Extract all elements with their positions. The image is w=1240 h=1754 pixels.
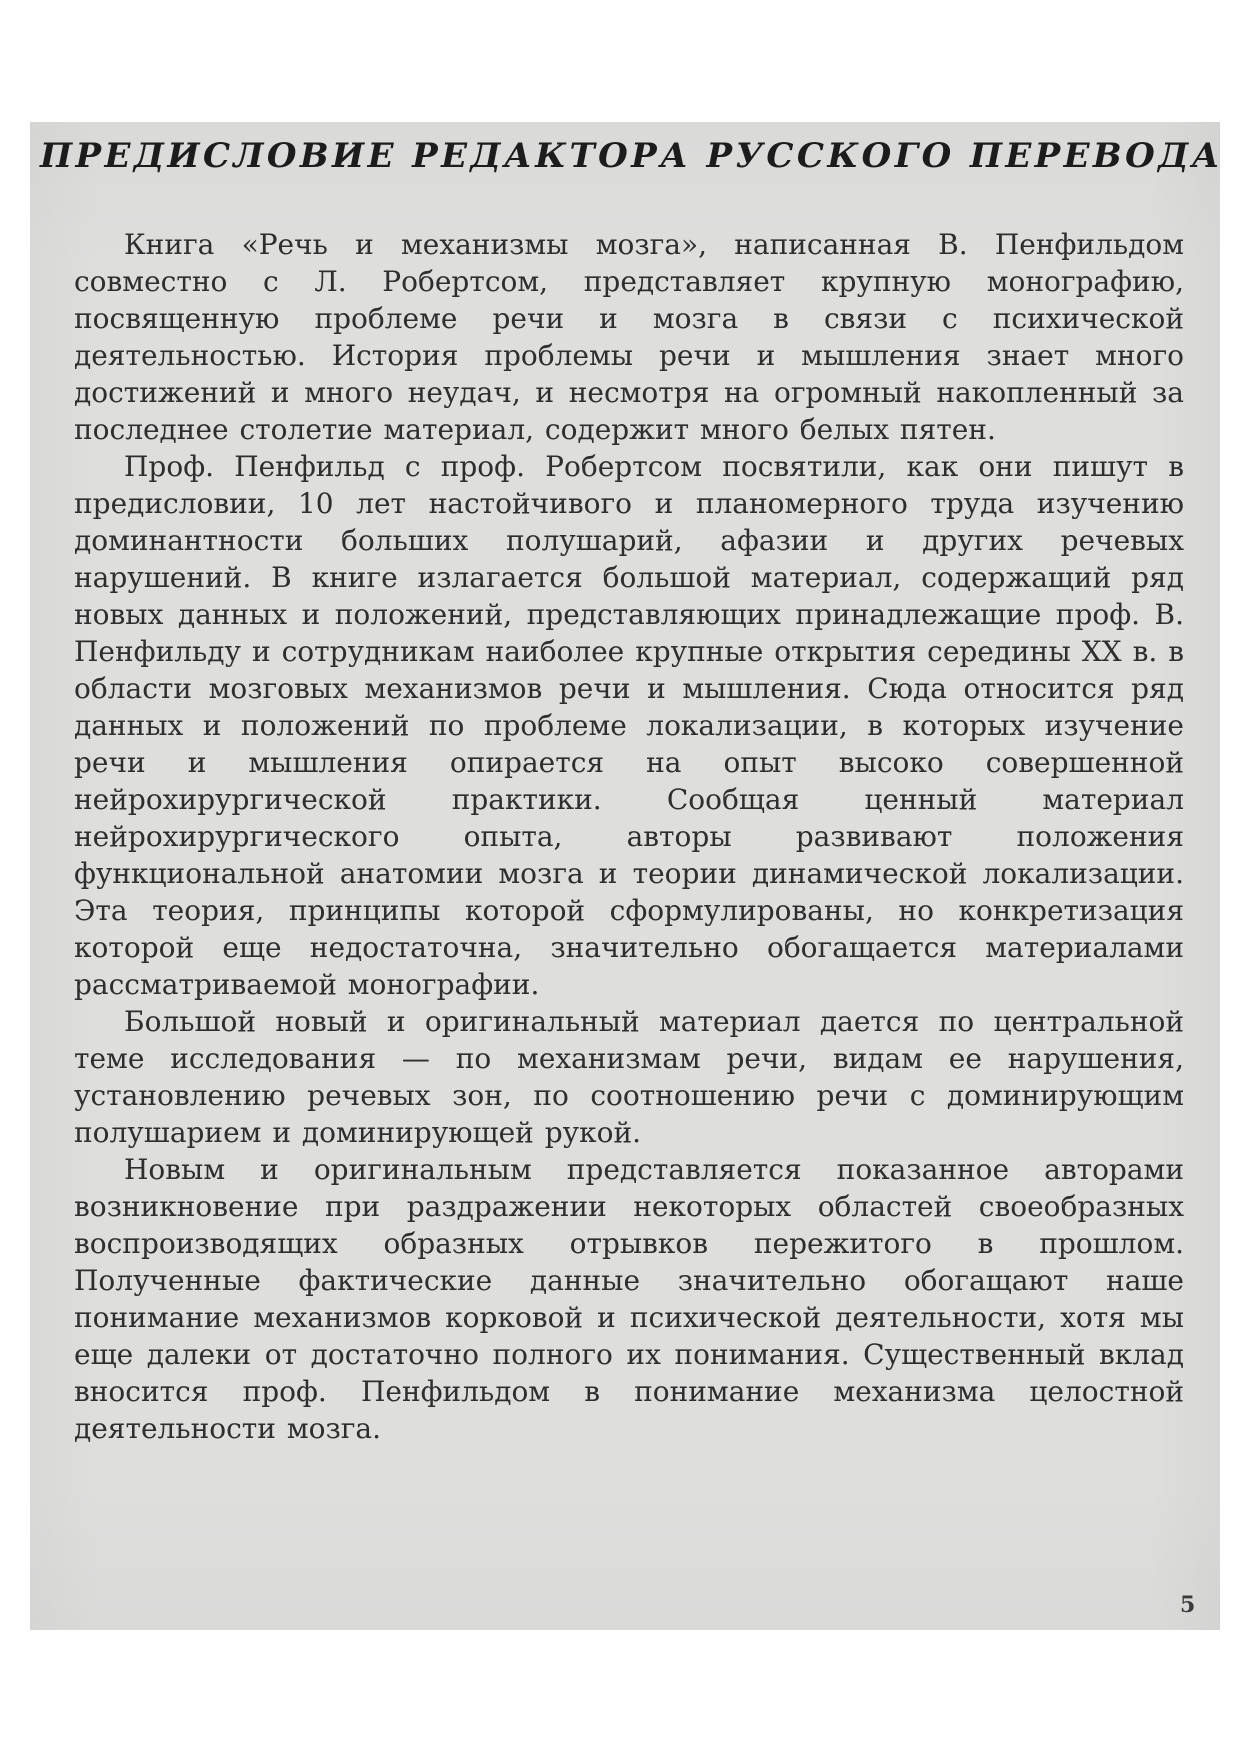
paragraph: Книга «Речь и механизмы мозга», написанная В. Пенфильдом совместно с Л. Робертсом, представляет крупную монографию, посвященную проблеме речи и мозга в связи с психической деятельностью. История проблемы речи и мышления знает много достижений и много неудач, и несмотря на огромный накопленный за последнее столетие материал, содержит много белых пятен. [74, 228, 1184, 446]
page-heading: ПРЕДИСЛОВИЕ РЕДАКТОРА РУССКОГО ПЕРЕВОДА [40, 136, 1223, 176]
paragraph: Проф. Пенфильд с проф. Робертсом посвятили, как они пишут в предисловии, 10 лет настойчивого и планомерного труда изучению доминантности больших полушарий, афазии и других речевых нарушений. В книге излагается большой материал, содержащий ряд новых данных и положений, представляющих принадлежащие проф. В. Пенфильду и сотрудникам наиболее крупные открытия середины XX в. в области мозговых механизмов речи и мышления. Сюда относится ряд данных и положений по проблеме локализации, в которых изучение речи и мышления опирается на опыт высоко совершенной нейрохирургической практики. Сообщая ценный материал нейрохирургического опыта, авторы развивают положения функциональной анатомии мозга и теории динамической локализации. Эта теория, принципы которой сформулированы, но конкретизация которой еще недостаточна, значительно обогащается материалами рассматриваемой монографии. [74, 450, 1184, 1001]
paragraph: Новым и оригинальным представляется показанное авторами возникновение при раздражении некоторых областей своеобразных воспроизводящих образных отрывков пережитого в прошлом. Полученные фактические данные значительно обогащают наше понимание механизмов корковой и психической деятельности, хотя мы еще далеки от достаточно полного их понимания. Существенный вклад вносится проф. Пенфильдом в понимание механизма целостной деятельности мозга. [74, 1153, 1184, 1445]
body-text [74, 226, 1184, 1447]
page-number: 5 [1180, 1592, 1196, 1618]
paragraph: Большой новый и оригинальный материал дается по центральной теме исследования — по механизмам речи, видам ее нарушения, установлению речевых зон, по соотношению речи с доминирующим полушарием и доминирующей рукой. [74, 1005, 1184, 1149]
